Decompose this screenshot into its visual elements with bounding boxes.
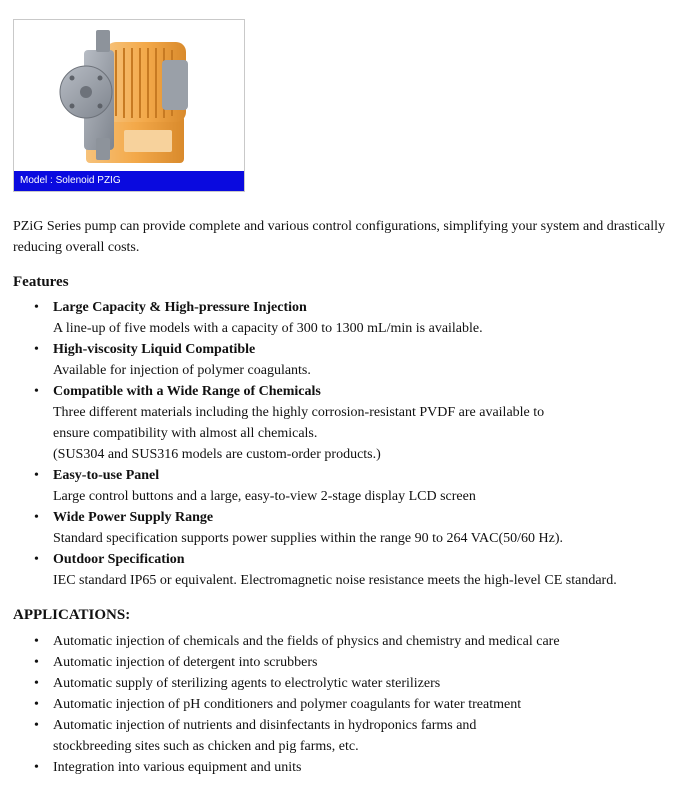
bullet-icon: • — [34, 552, 39, 567]
feature-item — [32, 507, 687, 549]
feature-item — [32, 549, 687, 591]
feature-title: Outdoor Specification — [53, 552, 185, 567]
application-text: Automatic injection of detergent into scrubbers — [53, 655, 318, 670]
feature-title: High-viscosity Liquid Compatible — [53, 342, 256, 357]
features-list — [32, 297, 687, 591]
bullet-icon: • — [34, 676, 39, 691]
application-text: Automatic injection of chemicals and the fields of physics and chemistry and medical care — [53, 634, 560, 649]
applications-list — [32, 631, 687, 778]
application-item — [32, 757, 687, 778]
application-text: Automatic supply of sterilizing agents to electrolytic water sterilizers — [53, 676, 441, 691]
application-item — [32, 715, 687, 757]
bullet-icon: • — [34, 468, 39, 483]
feature-description: Available for injection of polymer coagulants. — [53, 363, 311, 378]
bullet-icon: • — [34, 634, 39, 649]
application-item — [32, 694, 687, 715]
application-text: stockbreeding sites such as chicken and pig farms, etc. — [53, 739, 359, 754]
application-text: Automatic injection of pH conditioners and polymer coagulants for water treatment — [53, 697, 522, 712]
feature-description: A line-up of five models with a capacity of 300 to 1300 mL/min is available. — [53, 321, 483, 336]
feature-item — [32, 297, 687, 339]
intro-paragraph: PZiG Series pump can provide complete and various control configurations, simplifying your system and drastically reducing overall costs. — [13, 219, 666, 255]
model-caption: Model : Solenoid PZIG — [14, 171, 244, 191]
bullet-icon: • — [34, 718, 39, 733]
feature-title: Easy-to-use Panel — [53, 468, 160, 483]
feature-description: Standard specification supports power supplies within the range 90 to 264 VAC(50/60 Hz). — [53, 531, 564, 546]
bullet-icon: • — [34, 384, 39, 399]
feature-description: Large control buttons and a large, easy-to-view 2-stage display LCD screen — [53, 489, 476, 504]
application-text: Automatic injection of nutrients and disinfectants in hydroponics farms and — [53, 718, 477, 733]
application-text: Integration into various equipment and units — [53, 760, 302, 775]
feature-item — [32, 339, 687, 381]
application-item — [32, 652, 687, 673]
bullet-icon: • — [34, 760, 39, 775]
application-item — [32, 673, 687, 694]
feature-title: Large Capacity & High-pressure Injection — [53, 300, 307, 315]
feature-description: Three different materials including the highly corrosion-resistant PVDF are available to — [53, 405, 545, 420]
feature-item — [32, 465, 687, 507]
bullet-icon: • — [34, 300, 39, 315]
feature-title: Compatible with a Wide Range of Chemicals — [53, 384, 321, 399]
applications-heading: APPLICATIONS: — [13, 607, 131, 623]
feature-description: (SUS304 and SUS316 models are custom-order products.) — [53, 447, 381, 462]
feature-item — [32, 381, 687, 465]
bullet-icon: • — [34, 342, 39, 357]
bullet-icon: • — [34, 655, 39, 670]
pump-image — [14, 20, 244, 172]
bullet-icon: • — [34, 697, 39, 712]
application-item — [32, 631, 687, 652]
features-heading: Features — [13, 274, 69, 290]
product-card — [13, 19, 245, 192]
feature-description: ensure compatibility with almost all chemicals. — [53, 426, 318, 441]
feature-title: Wide Power Supply Range — [53, 510, 214, 525]
bullet-icon: • — [34, 510, 39, 525]
feature-description: IEC standard IP65 or equivalent. Electromagnetic noise resistance meets the high-level CE standard. — [53, 573, 617, 588]
